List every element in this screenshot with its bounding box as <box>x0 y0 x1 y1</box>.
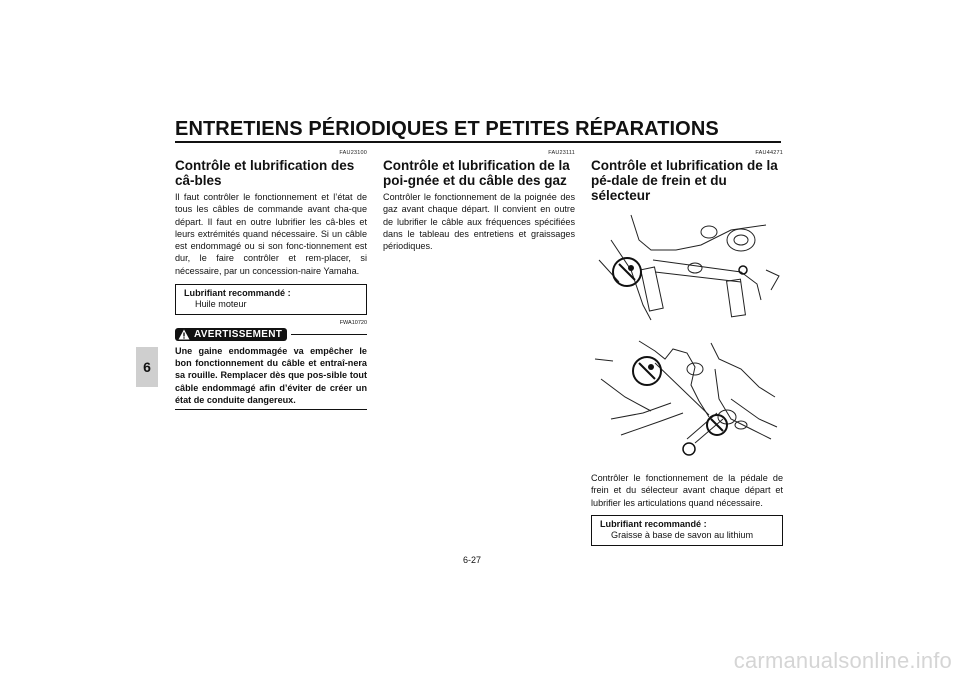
section-heading-cables: Contrôle et lubrification des câ-bles <box>175 158 355 188</box>
warning-badge <box>175 328 287 341</box>
lubricant-value: Huile moteur <box>195 299 247 310</box>
section-heading-pedals: Contrôle et lubrification de la pé-dale de frein et du sélecteur <box>591 158 778 203</box>
section-code: FAU44271 <box>755 150 783 156</box>
warning-label: AVERTISSEMENT <box>194 329 283 341</box>
section-heading-throttle: Contrôle et lubrification de la poi-gnée et du câble des gaz <box>383 158 570 188</box>
lubricant-label: Lubrifiant recommandé : <box>600 518 707 529</box>
warning-code: FWA10720 <box>339 320 367 327</box>
title-rule <box>175 141 781 143</box>
warning-rule <box>291 334 367 335</box>
brake-pedal-illustration <box>591 210 783 330</box>
lubricant-value: Graisse à base de savon au lithium <box>611 529 754 540</box>
shift-pedal-illustration <box>591 339 783 465</box>
page-number: 6-27 <box>463 555 482 565</box>
section-body-pedals: Contrôler le fonctionnement de la pédale de frein et du sélecteur avant chaque départ et lubrifier les articulations quand nécessaire. <box>591 473 783 508</box>
lubricant-label: Lubrifiant recommandé : <box>184 288 291 299</box>
warning-triangle-icon <box>178 329 190 340</box>
warning-header <box>175 328 367 341</box>
warning-bottom-rule <box>175 409 367 410</box>
section-body-throttle: Contrôler le fonctionnement de la poignée des gaz avant chaque départ. Il convient en outre de lubrifier le câble aux fréquences spécifiées dans le tableau des entretiens et graissages périodiques. <box>383 192 575 252</box>
warning-text: Une gaine endommagée va empêcher le bon fonctionnement du câble et entraî-nera sa rouille. Remplacer dès que pos-sible tout câble endommagé afin d’éviter de créer un état de conduite dangereux. <box>175 346 367 405</box>
lubricant-box <box>175 284 367 315</box>
section-code: FAU23100 <box>339 150 367 156</box>
chapter-tab: 6 <box>136 347 158 387</box>
lubricant-box <box>591 515 783 546</box>
section-code: FAU23111 <box>548 150 575 156</box>
section-body-cables: Il faut contrôler le fonctionnement et l’état de tous les câbles de commande avant cha-que départ. Il faut en outre lubrifier les câ-bles et leurs extrémités quand nécessaire. Si un câble est endommagé ou si son fonc-tionnement est dur, le faire contrôler et rem-placer, si nécessaire, par un concession-naire Yamaha. <box>175 192 367 276</box>
column-cables <box>175 150 367 410</box>
column-throttle <box>383 150 575 252</box>
page-title: ENTRETIENS PÉRIODIQUES ET PETITES RÉPARATIONS <box>175 118 719 140</box>
column-pedals <box>591 150 783 546</box>
watermark: carmanualsonline.info <box>733 648 952 673</box>
